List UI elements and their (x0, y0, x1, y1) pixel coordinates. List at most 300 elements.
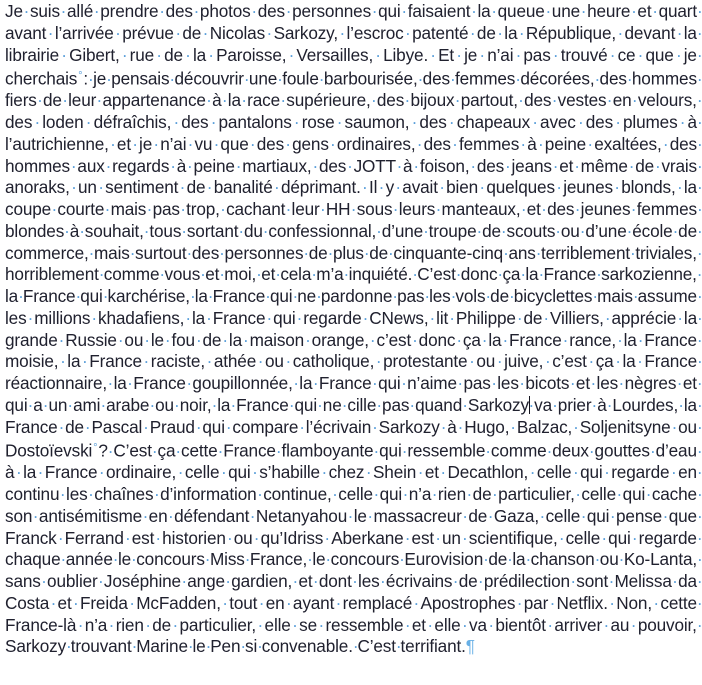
space-mark (58, 330, 66, 350)
space-mark (32, 112, 42, 132)
space-mark (401, 373, 408, 393)
space-mark (551, 45, 561, 65)
space-mark (551, 90, 557, 110)
space-mark (80, 351, 89, 371)
space-mark (169, 69, 174, 89)
space-mark (320, 199, 326, 219)
space-mark (562, 330, 570, 350)
space-mark (487, 615, 495, 635)
space-mark (654, 156, 661, 176)
space-mark (88, 69, 93, 89)
space-mark (241, 90, 247, 110)
space-mark (225, 417, 233, 437)
space-mark (485, 441, 491, 461)
space-mark (418, 69, 423, 89)
space-mark (235, 156, 242, 176)
space-mark (542, 308, 550, 328)
space-mark (373, 441, 379, 461)
space-mark (319, 69, 324, 89)
space-mark (448, 308, 456, 328)
space-mark (60, 1, 67, 21)
space-mark (580, 506, 587, 526)
space-mark (107, 615, 115, 635)
space-mark (485, 286, 490, 306)
space-mark (518, 90, 524, 110)
space-mark (70, 177, 78, 197)
space-mark (59, 484, 66, 504)
space-mark (401, 1, 408, 21)
pilcrow-mark: ¶ (465, 636, 475, 657)
space-mark (93, 1, 100, 21)
space-mark (158, 1, 165, 21)
space-mark (409, 395, 415, 415)
space-mark (211, 395, 217, 415)
space-mark (257, 484, 264, 504)
space-mark (256, 264, 261, 284)
space-mark (673, 221, 679, 241)
space-mark (452, 571, 458, 591)
space-mark (380, 571, 386, 591)
space-mark (317, 395, 323, 415)
space-mark (609, 506, 616, 526)
space-mark (411, 330, 419, 350)
space-mark (328, 243, 333, 263)
space-mark (200, 264, 205, 284)
space-mark (117, 330, 125, 350)
space-mark (627, 69, 632, 89)
space-mark (188, 636, 193, 656)
space-mark (376, 221, 382, 241)
space-mark (329, 134, 337, 154)
space-mark (552, 156, 559, 176)
space-mark (325, 549, 330, 569)
space-mark (575, 484, 582, 504)
space-mark (195, 330, 203, 350)
space-mark (440, 417, 448, 437)
space-mark (256, 351, 265, 371)
space-mark (183, 45, 193, 65)
space-mark (335, 112, 345, 132)
space-mark (374, 351, 383, 371)
space-mark (451, 134, 459, 154)
space-mark (256, 615, 264, 635)
space-mark (435, 199, 441, 219)
space-mark (392, 199, 398, 219)
space-mark (431, 484, 438, 504)
space-mark (187, 243, 192, 263)
space-mark (285, 1, 292, 21)
space-mark (62, 90, 68, 110)
space-mark (313, 571, 319, 591)
space-mark (373, 484, 380, 504)
space-mark (114, 23, 123, 43)
space-mark (547, 441, 553, 461)
space-mark (519, 373, 526, 393)
space-mark (347, 506, 354, 526)
space-mark (676, 177, 684, 197)
space-mark (630, 199, 636, 219)
space-mark (537, 134, 545, 154)
space-mark (175, 441, 181, 461)
space-mark (142, 506, 149, 526)
space-mark (242, 330, 250, 350)
space-mark (212, 134, 220, 154)
space-mark (43, 395, 49, 415)
space-mark (132, 636, 137, 656)
space-mark (208, 286, 213, 306)
space-mark (364, 243, 369, 263)
space-mark (180, 199, 186, 219)
space-mark (439, 462, 448, 482)
space-mark (41, 571, 47, 591)
space-mark (222, 90, 228, 110)
space-mark (467, 351, 476, 371)
space-mark (230, 395, 236, 415)
space-mark (613, 177, 621, 197)
space-mark (555, 221, 561, 241)
space-mark (509, 286, 514, 306)
space-mark (186, 156, 193, 176)
space-mark (66, 636, 71, 656)
space-mark (530, 112, 540, 132)
space-mark (219, 243, 224, 263)
space-mark (645, 484, 652, 504)
space-mark (49, 593, 57, 613)
space-mark (457, 417, 465, 437)
space-mark (251, 462, 260, 482)
space-mark (364, 462, 373, 482)
space-mark (221, 593, 229, 613)
space-mark (59, 45, 69, 65)
space-mark (97, 177, 105, 197)
space-mark (181, 571, 187, 591)
space-mark (372, 373, 379, 393)
space-mark (501, 330, 509, 350)
space-mark (451, 286, 456, 306)
space-mark (536, 243, 541, 263)
space-mark (218, 441, 224, 461)
space-mark (124, 528, 132, 548)
space-mark (528, 462, 537, 482)
space-mark (586, 134, 594, 154)
space-mark (280, 90, 286, 110)
space-mark (574, 199, 580, 219)
space-mark (152, 134, 160, 154)
space-mark (176, 462, 185, 482)
space-mark (304, 330, 312, 350)
space-mark (184, 308, 192, 328)
space-mark (462, 395, 468, 415)
space-mark (131, 134, 139, 154)
space-mark (394, 177, 402, 197)
space-mark (627, 221, 633, 241)
space-mark (491, 1, 498, 21)
space-mark (296, 308, 304, 328)
space-mark (570, 571, 576, 591)
space-mark (619, 549, 624, 569)
space-mark (678, 112, 688, 132)
space-mark (438, 177, 446, 197)
space-mark (468, 23, 477, 43)
space-mark (113, 549, 118, 569)
space-mark (614, 351, 623, 371)
space-mark (285, 199, 291, 219)
space-mark (602, 615, 610, 635)
space-mark (478, 177, 486, 197)
space-mark (616, 23, 625, 43)
nbsp-mark: ° (93, 442, 98, 455)
space-mark (70, 156, 77, 176)
space-mark (303, 243, 308, 263)
space-mark (201, 23, 210, 43)
space-mark (428, 45, 438, 65)
space-mark (276, 441, 282, 461)
space-mark (244, 69, 249, 89)
space-mark (371, 90, 377, 110)
space-mark (457, 373, 464, 393)
space-mark (371, 1, 378, 21)
space-mark (149, 395, 155, 415)
space-mark (263, 221, 269, 241)
space-mark (396, 156, 403, 176)
space-mark (377, 177, 385, 197)
space-mark (456, 264, 461, 284)
space-mark (587, 351, 596, 371)
space-mark (416, 462, 425, 482)
space-mark (104, 199, 110, 219)
space-mark (37, 90, 43, 110)
space-mark (589, 441, 595, 461)
space-mark (539, 506, 546, 526)
space-mark (434, 528, 442, 548)
space-mark (428, 308, 436, 328)
space-mark (128, 593, 136, 613)
space-mark (399, 549, 404, 569)
space-mark (636, 351, 645, 371)
space-mark (353, 636, 358, 656)
space-mark (528, 395, 534, 415)
space-mark (525, 549, 530, 569)
space-mark (284, 134, 292, 154)
space-mark (402, 441, 408, 461)
space-mark (320, 462, 329, 482)
space-mark (572, 417, 580, 437)
space-mark (127, 373, 134, 393)
space-mark (635, 45, 645, 65)
space-mark (286, 45, 296, 65)
space-mark (447, 112, 457, 132)
space-mark (608, 571, 614, 591)
space-mark (470, 1, 477, 21)
space-mark (520, 199, 526, 219)
space-mark (388, 243, 393, 263)
space-mark (608, 593, 616, 613)
space-mark (501, 221, 507, 241)
space-mark (131, 549, 136, 569)
space-mark (225, 571, 231, 591)
space-mark (404, 90, 410, 110)
space-mark (103, 286, 108, 306)
space-mark (396, 636, 401, 656)
space-mark (265, 308, 273, 328)
space-mark (105, 156, 112, 176)
space-mark (205, 351, 214, 371)
space-mark (541, 199, 547, 219)
space-mark (604, 308, 612, 328)
space-mark (633, 286, 638, 306)
space-mark (334, 593, 342, 613)
space-mark (209, 112, 219, 132)
space-mark (159, 264, 164, 284)
space-mark (592, 286, 597, 306)
space-mark (171, 615, 179, 635)
space-mark (23, 1, 30, 21)
space-mark (106, 69, 111, 89)
space-mark (491, 373, 498, 393)
space-mark (257, 593, 265, 613)
space-mark (483, 549, 488, 569)
space-mark (361, 177, 369, 197)
space-mark (88, 484, 95, 504)
space-mark (461, 528, 469, 548)
space-mark (292, 112, 302, 132)
space-mark (298, 417, 306, 437)
space-mark (57, 528, 65, 548)
space-mark (164, 330, 172, 350)
space-mark (32, 506, 39, 526)
space-mark (307, 549, 312, 569)
space-mark (249, 506, 256, 526)
space-mark (146, 199, 152, 219)
space-mark (28, 395, 34, 415)
space-mark (240, 636, 245, 656)
space-mark (632, 90, 638, 110)
space-mark (558, 528, 566, 548)
space-mark (669, 462, 678, 482)
space-mark (323, 528, 331, 548)
space-mark (455, 330, 463, 350)
space-mark (142, 417, 150, 437)
space-mark (344, 264, 349, 284)
space-mark (630, 1, 637, 21)
space-mark (613, 112, 623, 132)
space-mark (153, 484, 160, 504)
space-mark (195, 417, 203, 437)
space-mark (205, 177, 213, 197)
space-mark (289, 395, 295, 415)
space-mark (516, 308, 524, 328)
space-mark (546, 615, 554, 635)
space-mark (548, 593, 556, 613)
space-mark (90, 308, 98, 328)
space-mark (291, 615, 299, 635)
space-mark (143, 330, 151, 350)
space-mark (96, 90, 102, 110)
space-mark (178, 177, 186, 197)
space-mark (595, 549, 600, 569)
space-mark (311, 264, 316, 284)
space-mark (426, 615, 434, 635)
space-mark (409, 112, 419, 132)
space-mark (596, 264, 601, 284)
space-mark (496, 23, 505, 43)
space-mark (352, 571, 358, 591)
space-mark (652, 593, 660, 613)
space-mark (154, 45, 164, 65)
space-mark (538, 264, 543, 284)
space-mark (220, 199, 226, 219)
space-mark (616, 484, 623, 504)
space-mark (392, 286, 397, 306)
space-mark (84, 112, 94, 132)
space-mark (293, 373, 300, 393)
space-mark (36, 462, 45, 482)
space-mark (58, 351, 67, 371)
space-mark (676, 308, 684, 328)
space-mark (608, 45, 618, 65)
space-mark (76, 615, 84, 635)
space-mark (221, 330, 229, 350)
space-mark (674, 45, 684, 65)
space-mark (362, 308, 370, 328)
space-mark (226, 528, 234, 548)
space-mark (350, 199, 356, 219)
space-mark (675, 23, 684, 43)
space-mark (284, 351, 293, 371)
space-mark (662, 506, 669, 526)
space-mark (193, 1, 200, 21)
space-mark (332, 484, 339, 504)
space-mark (277, 69, 282, 89)
space-mark (402, 484, 409, 504)
space-mark (206, 45, 216, 65)
space-mark (107, 373, 114, 393)
space-mark (251, 1, 258, 21)
space-mark (312, 373, 319, 393)
space-mark (631, 528, 639, 548)
space-mark (481, 330, 489, 350)
space-mark (403, 615, 411, 635)
space-mark (423, 221, 429, 241)
space-mark (509, 417, 517, 437)
space-mark (497, 264, 502, 284)
space-mark (219, 462, 228, 482)
space-mark (513, 45, 523, 65)
space-mark (292, 286, 297, 306)
space-mark (412, 593, 420, 613)
space-mark (450, 69, 455, 89)
space-mark (67, 395, 73, 415)
space-mark (404, 528, 412, 548)
space-mark (373, 45, 383, 65)
space-mark (678, 395, 684, 415)
space-mark (169, 156, 176, 176)
space-mark (79, 221, 85, 241)
space-mark (144, 221, 150, 241)
space-mark (477, 221, 483, 241)
space-mark (454, 45, 464, 65)
space-mark (462, 506, 469, 526)
document-text[interactable]: Je · suis · allé · prendre · des · photos · des · personnes · qui · faisaient · la · queue · une · heure · et · quart avant · l’arrivée · prévue · de · Nicolas · Sarkozy, · l’escroc · patenté · de · la · République, · devant · la librairie · Gibert, · rue · de · la · Paroisse, · Versailles, · Libye. · Et · je · n’ai · pas · trouvé · ce · que · je cherchais°: · je · pensais · découvrir · une · foule · barbourisée, · des · femmes · décorées, · des · hommes fiers · de · leur · appartenance · à · la · race · supérieure, · des · bijoux · partout, · des · vestes · en · velours, des · loden · défraîchis, · des · pantalons · rose · saumon, · des · chapeaux · avec · des · plumes · à l’autrichienne, · et · je · n’ai · vu · que · des · gens · ordinaires, · des · femmes · à · peine · exaltées, · des hommes · aux · regards · à · peine · martiaux, · des · JOTT · à · foison, · des · jeans · et · même · de · vrais anoraks, · un · sentiment · de · banalité · déprimant. · Il · y · avait · bien · quelques · jeunes · blonds, · la coupe · courte · mais · pas · trop, · cachant · leur · HH · sous · leurs · manteaux, · et · des · jeunes · femmes blondes · à · souhait, · tous · sortant · du · confessionnal, · d’une · troupe · de · scouts · ou · d’une · école · de commerce, · mais · surtout · des · personnes · de · plus · de · cinquante-cinq · ans · terriblement · triviales, horriblement · comme · vous · et · moi, · et · cela · m’a · inquiété. · C’est · donc · ça · la · France · sarkozienne, la · France · qui · karchérise, · la · France · qui · ne · pardonne · pas · les · vols · de · bicyclettes · mais · assume les · millions · khadafiens, · la · France · qui · regarde · CNews, · lit · Philippe · de · Villiers, · apprécie · la grande · Russie · ou · le · fou · de · la · maison · orange, · c’est · donc · ça · la · France · rance, · la · France moisie, · la · France · raciste, · athée · ou · catholique, · protestante · ou · juive, · c’est · ça · la · France réactionnaire, · la · France · goupillonnée, · la · France · qui · n’aime · pas · les · bicots · et · les · nègres · et qui · a · un · ami · arabe · ou · noir, · la · France · qui · ne · cille · pas · quand · Sarkozy · va · prier · à · Lourdes, · la France · de · Pascal · Praud · qui · compare · l’écrivain · Sarkozy · à · Hugo, · Balzac, · Soljenitsyne · ou Dostoïevski°? · C’est · ça · cette · France · flamboyante · qui · ressemble · comme · deux · gouttes · d’eau à · la · France · ordinaire, · celle · qui · s’habille · chez · Shein · et · Decathlon, · celle · qui · regarde · en continu · les · chaînes · d’information · continue, · celle · qui · n’a · rien · de · particulier, · celle · qui · cache son · antisémitisme · en · défendant · Netanyahou · le · massacreur · de · Gaza, · celle · qui · pense · que Franck · Ferrand · est · historien · ou · qu’Idriss · Aberkane · est · un · scientifique, · celle · qui · regarde chaque · année · le · concours · Miss · France, · le · concours · Eurovision · de · la · chanson · ou · Ko-Lanta, sans · oublier · Joséphine · ange · gardien, · et · dont · les · écrivains · de · prédilection · sont · Melissa · da Costa · et · Freida · McFadden, · tout · en · ayant · remplacé · Apostrophes · par · Netflix. · Non, · cette France-là · n’a · rien · de · particulier, · elle · se · ressemble · et · elle · va · bientôt · arriver · au · pouvoir, Sarkozy · trouvant · Marine · le · Pen · si · convenable. · C’est · terrifiant.¶ (5, 1, 697, 658)
space-mark (205, 308, 213, 328)
space-mark (580, 221, 586, 241)
space-mark (637, 330, 645, 350)
space-mark (650, 441, 656, 461)
space-mark (606, 90, 612, 110)
space-mark (265, 286, 270, 306)
space-mark (415, 134, 423, 154)
space-mark (469, 156, 476, 176)
